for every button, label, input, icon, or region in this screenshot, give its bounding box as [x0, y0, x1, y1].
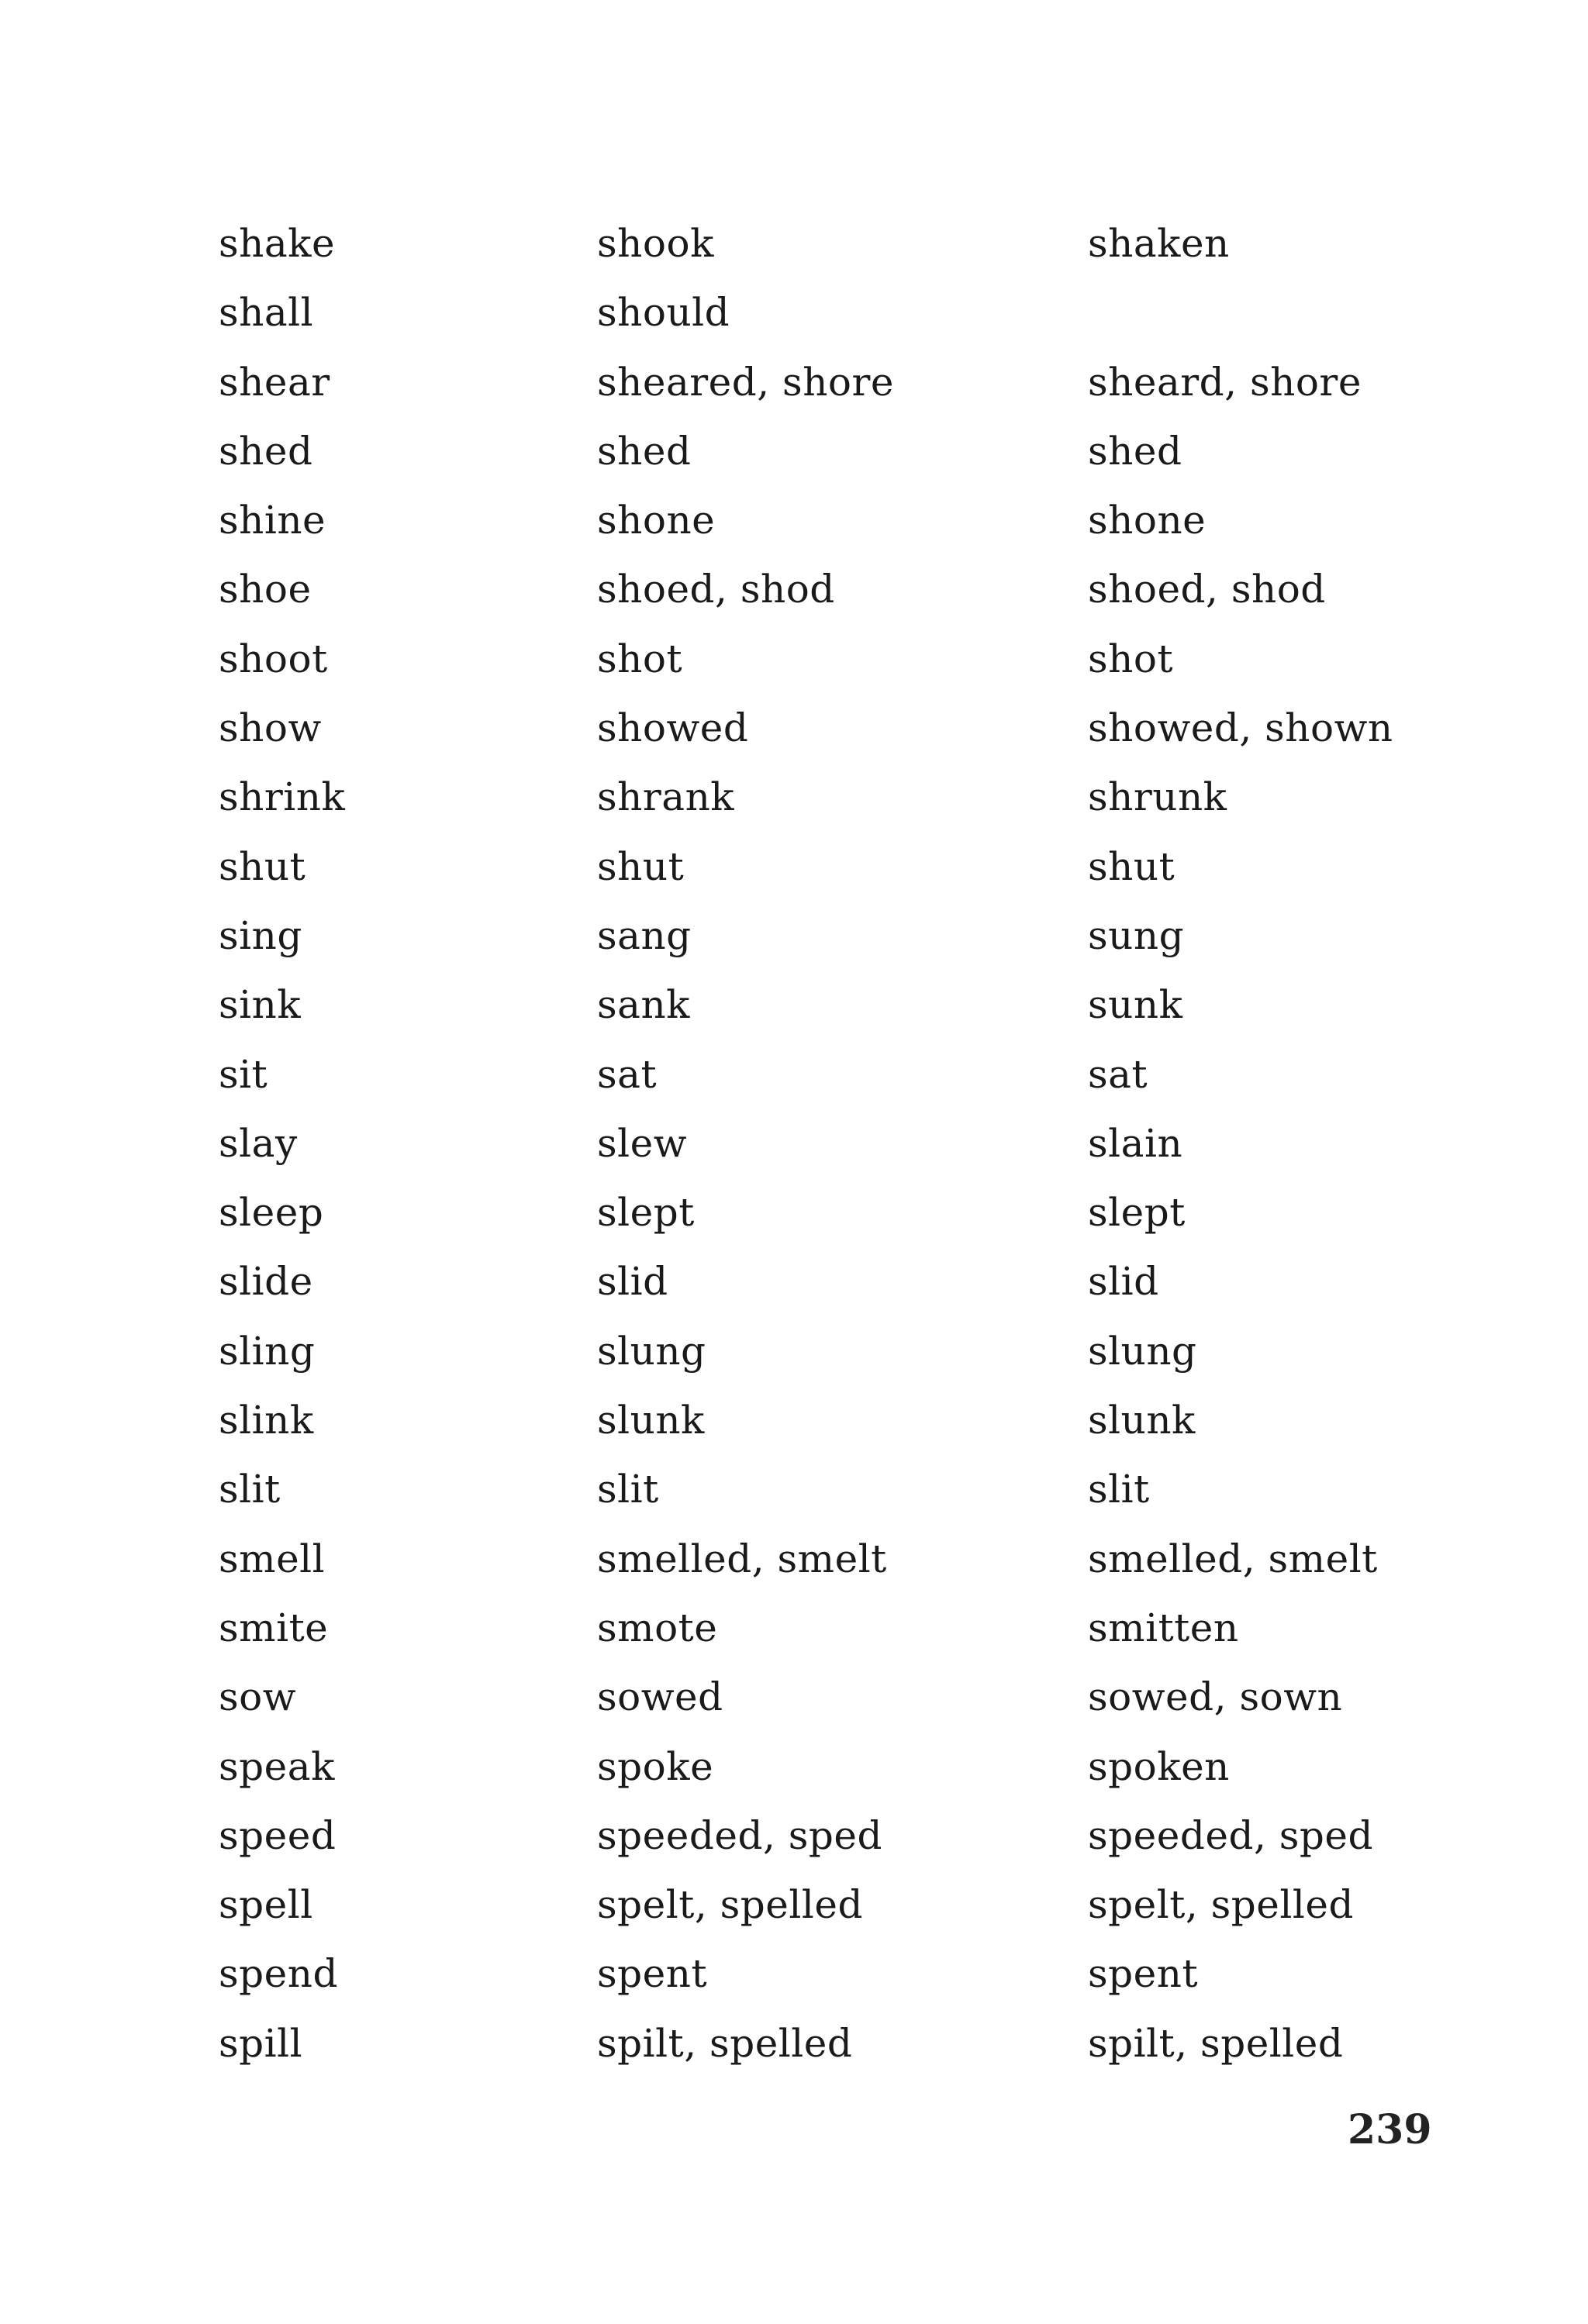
verb-past-participle: slain — [1088, 1120, 1183, 1166]
verb-row — [208, 1733, 1448, 1802]
verb-past-participle: shone — [1088, 498, 1207, 543]
verb-row — [208, 971, 1448, 1040]
verb-past-participle: spent — [1088, 1951, 1199, 1997]
verb-base-form: shoot — [219, 636, 328, 681]
verb-past-tense: spilt, spelled — [597, 2020, 853, 2066]
verb-past-tense: shone — [597, 498, 716, 543]
verb-past-tense: slept — [597, 1190, 695, 1236]
verb-row — [208, 1178, 1448, 1247]
verb-base-form: speak — [219, 1743, 335, 1789]
verb-past-tense: shook — [597, 221, 714, 266]
verb-row — [208, 278, 1448, 347]
verb-base-form: sit — [219, 1051, 268, 1097]
verb-base-form: smite — [219, 1605, 329, 1650]
verb-past-participle: slung — [1088, 1328, 1197, 1374]
verb-past-participle: spilt, spelled — [1088, 2020, 1344, 2066]
verb-past-tense: spelt, spelled — [597, 1882, 863, 1928]
irregular-verb-table — [208, 209, 1448, 2078]
verb-base-form: shoe — [219, 567, 312, 612]
verb-past-tense: slid — [597, 1259, 668, 1305]
verb-past-tense: slew — [597, 1120, 688, 1166]
verb-base-form: shine — [219, 498, 326, 543]
verb-base-form: shed — [219, 428, 313, 474]
verb-past-participle: smitten — [1088, 1605, 1239, 1650]
verb-base-form: sow — [219, 1674, 297, 1720]
verb-past-tense: shrank — [597, 774, 735, 820]
verb-past-participle: smelled, smelt — [1088, 1536, 1378, 1581]
verb-past-participle: shoed, shod — [1088, 567, 1326, 612]
verb-past-participle: slunk — [1088, 1398, 1196, 1443]
page-number: 239 — [1348, 2106, 1432, 2153]
verb-base-form: sleep — [219, 1190, 324, 1236]
verb-row — [208, 833, 1448, 902]
verb-past-tense: sang — [597, 912, 692, 958]
verb-base-form: spill — [219, 2020, 303, 2066]
verb-past-participle: shrunk — [1088, 774, 1227, 820]
verb-base-form: shear — [219, 359, 330, 405]
verb-row — [208, 1525, 1448, 1594]
verb-base-form: sing — [219, 912, 302, 958]
verb-base-form: slit — [219, 1467, 281, 1512]
verb-row — [208, 1247, 1448, 1316]
verb-past-tense: speeded, sped — [597, 1812, 882, 1858]
verb-past-participle: spoken — [1088, 1743, 1230, 1789]
verb-past-tense: sheared, shore — [597, 359, 895, 405]
verb-base-form: smell — [219, 1536, 326, 1581]
verb-row — [208, 209, 1448, 278]
verb-row — [208, 694, 1448, 763]
verb-past-participle: speeded, sped — [1088, 1812, 1373, 1858]
verb-past-participle: slit — [1088, 1467, 1150, 1512]
verb-past-participle: sheard, shore — [1088, 359, 1362, 405]
verb-row — [208, 1317, 1448, 1386]
verb-row — [208, 1594, 1448, 1663]
verb-base-form: shake — [219, 221, 336, 266]
verb-past-tense: should — [597, 290, 730, 336]
verb-past-participle: slept — [1088, 1190, 1186, 1236]
verb-past-tense: slunk — [597, 1398, 705, 1443]
verb-row — [208, 763, 1448, 832]
verb-past-tense: shoed, shod — [597, 567, 835, 612]
verb-base-form: shrink — [219, 774, 346, 820]
verb-past-tense: sank — [597, 982, 690, 1028]
verb-past-participle: shed — [1088, 428, 1182, 474]
verb-past-participle: sunk — [1088, 982, 1183, 1028]
verb-row — [208, 486, 1448, 555]
verb-base-form: slay — [219, 1120, 298, 1166]
verb-row — [208, 2009, 1448, 2078]
verb-row — [208, 1386, 1448, 1455]
verb-row — [208, 1940, 1448, 2009]
verb-past-tense: spoke — [597, 1743, 714, 1789]
verb-row — [208, 555, 1448, 624]
verb-row — [208, 902, 1448, 971]
verb-base-form: slide — [219, 1259, 313, 1305]
verb-past-participle: shot — [1088, 636, 1174, 681]
verb-past-tense: sat — [597, 1051, 658, 1097]
verb-base-form: shall — [219, 290, 314, 336]
verb-base-form: show — [219, 705, 322, 751]
verb-past-participle: sat — [1088, 1051, 1148, 1097]
verb-base-form: slink — [219, 1398, 314, 1443]
verb-row — [208, 1871, 1448, 1940]
verb-past-participle: spelt, spelled — [1088, 1882, 1354, 1928]
verb-base-form: sink — [219, 982, 302, 1028]
verb-past-tense: slung — [597, 1328, 706, 1374]
verb-past-participle: showed, shown — [1088, 705, 1393, 751]
verb-base-form: speed — [219, 1812, 337, 1858]
verb-base-form: spell — [219, 1882, 313, 1928]
verb-row — [208, 1663, 1448, 1732]
verb-past-participle: sowed, sown — [1088, 1674, 1343, 1720]
verb-past-tense: shut — [597, 843, 685, 889]
verb-past-tense: smelled, smelt — [597, 1536, 887, 1581]
verb-base-form: spend — [219, 1951, 338, 1997]
verb-base-form: shut — [219, 843, 306, 889]
verb-past-tense: showed — [597, 705, 749, 751]
verb-row — [208, 625, 1448, 694]
verb-past-participle: sung — [1088, 912, 1185, 958]
verb-row — [208, 1455, 1448, 1524]
verb-past-tense: sowed — [597, 1674, 723, 1720]
verb-past-tense: smote — [597, 1605, 718, 1650]
verb-past-tense: shed — [597, 428, 692, 474]
verb-row — [208, 1040, 1448, 1109]
verb-base-form: sling — [219, 1328, 316, 1374]
verb-row — [208, 417, 1448, 486]
verb-row — [208, 1109, 1448, 1178]
verb-past-tense: spent — [597, 1951, 708, 1997]
verb-row — [208, 348, 1448, 417]
verb-past-participle: slid — [1088, 1259, 1159, 1305]
verb-row — [208, 1802, 1448, 1871]
verb-past-participle: shaken — [1088, 221, 1230, 266]
verb-past-tense: shot — [597, 636, 683, 681]
verb-past-tense: slit — [597, 1467, 659, 1512]
verb-past-participle: shut — [1088, 843, 1175, 889]
